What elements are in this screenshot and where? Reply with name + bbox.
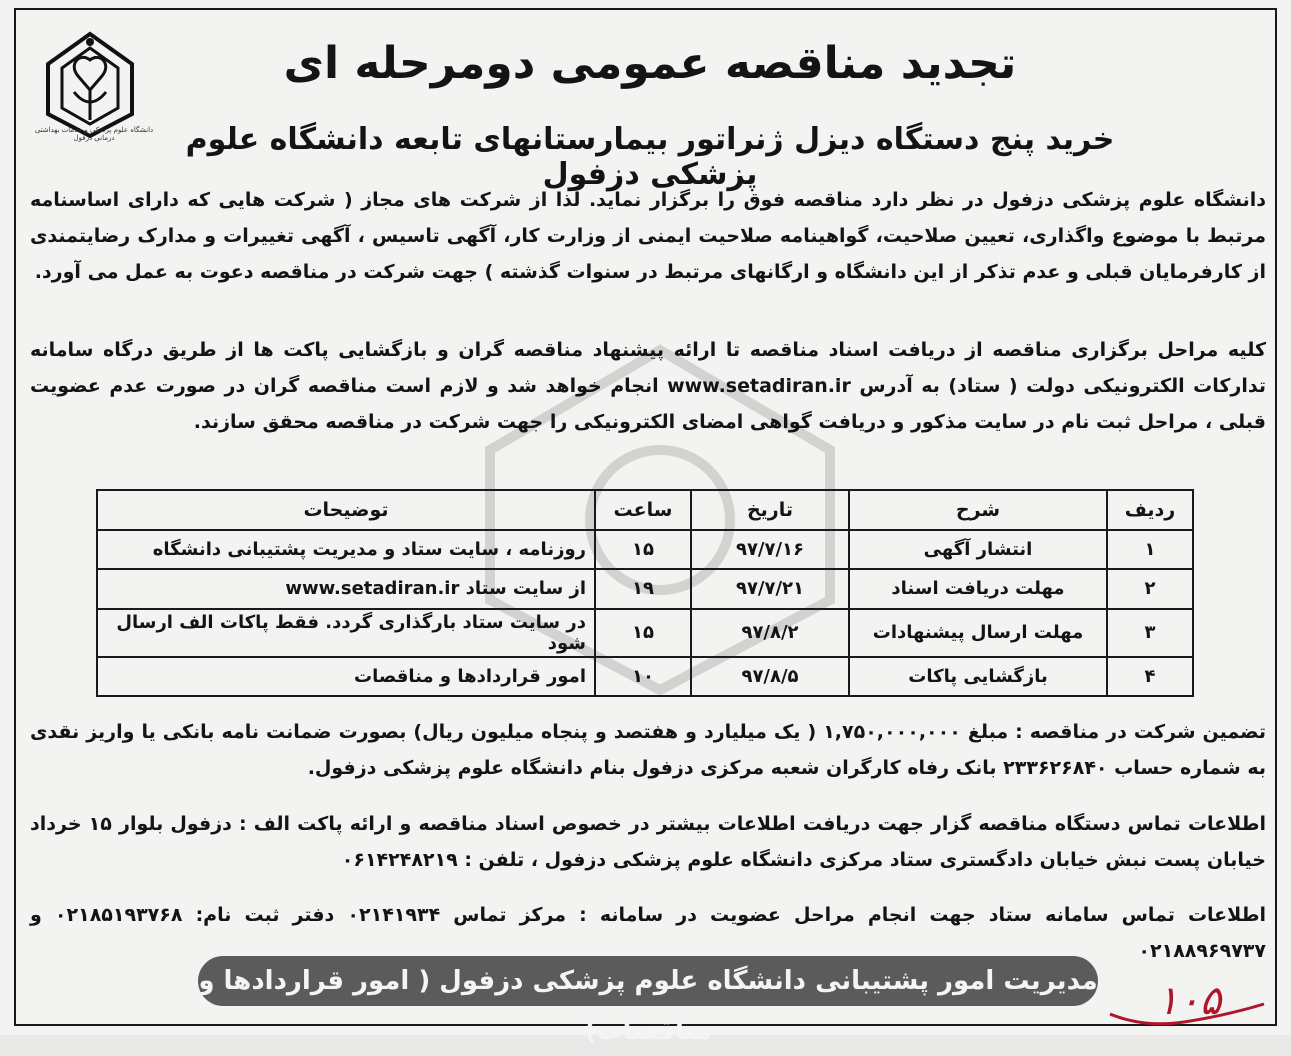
table-header-row <box>97 490 1193 530</box>
cell-row-number: ۱ <box>1107 530 1193 569</box>
cell-description: بازگشایی پاکات <box>849 657 1107 696</box>
cell-notes: در سایت ستاد بارگذاری گردد. فقط پاکات الف ارسال شود <box>97 609 595 657</box>
cell-notes: امور قراردادها و مناقصات <box>97 657 595 696</box>
cell-row-number: ۳ <box>1107 609 1193 657</box>
table-row <box>97 657 1193 696</box>
col-header-row-number: ردیف <box>1107 490 1193 530</box>
cell-time: ۱۵ <box>595 530 691 569</box>
cell-row-number: ۴ <box>1107 657 1193 696</box>
cell-notes: از سایت ستاد www.setadiran.ir <box>97 569 595 608</box>
footer-banner: مدیریت امور پشتیبانی دانشگاه علوم پزشکی دزفول ( امور قراردادها و مناقصات) <box>198 956 1098 1006</box>
col-header-notes: توضیحات <box>97 490 595 530</box>
cell-time: ۱۹ <box>595 569 691 608</box>
university-emblem-icon <box>40 30 140 140</box>
cell-date: ۹۷/۷/۱۶ <box>691 530 849 569</box>
cell-time: ۱۰ <box>595 657 691 696</box>
table-row <box>97 569 1193 608</box>
cell-description: مهلت ارسال پیشنهادات <box>849 609 1107 657</box>
page-title: تجدید مناقصه عمومی دومرحله ای <box>283 38 1017 89</box>
setad-contact-paragraph: اطلاعات تماس سامانه ستاد جهت انجام مراحل عضویت در سامانه : مرکز تماس ۰۲۱۴۱۹۳۴ دفتر ثبت نام: ۰۲۱۸۵۱۹۳۷۶۸ و ۰۲۱۸۸۹۶۹۷۳۷ <box>30 904 1266 962</box>
col-header-time: ساعت <box>595 490 691 530</box>
col-header-description: شرح <box>849 490 1107 530</box>
cell-time: ۱۵ <box>595 609 691 657</box>
col-header-date: تاریخ <box>691 490 849 530</box>
cell-date: ۹۷/۸/۲ <box>691 609 849 657</box>
handwritten-note-text: ۱۰۵ <box>1156 978 1222 1024</box>
cell-notes: روزنامه ، سایت ستاد و مدیریت پشتیبانی دانشگاه <box>97 530 595 569</box>
cell-date: ۹۷/۸/۵ <box>691 657 849 696</box>
intro-paragraph: دانشگاه علوم پزشکی دزفول در نظر دارد مناقصه فوق را برگزار نماید. لذا از شرکت های مجاز ( شرکت هایی که دارای اساسنامه مرتبط با موضوع واگذاری، تعیین صلاحیت، گواهینامه صلاحیت ایمنی از وزارت کار، آگهی تاسیس ، آگهی تغییرات و مدارک رضایتمندی از کارفرمایان قبلی و عدم تذکر از این دانشگاه و ارگانهای مرتبط در سنوات گذشته ) جهت شرکت در مناقصه دعوت به عمل می آورد. <box>30 189 1266 283</box>
cell-row-number: ۲ <box>1107 569 1193 608</box>
cell-date: ۹۷/۷/۲۱ <box>691 569 849 608</box>
contact-paragraph: اطلاعات تماس دستگاه مناقصه گزار جهت دریافت اطلاعات بیشتر در خصوص اسناد مناقصه و ارائه پاکت الف : دزفول بلوار ۱۵ خرداد خیابان پست نبش خیابان دادگستری ستاد مرکزی دانشگاه علوم پزشکی دزفول ، تلفن : ۰۶۱۴۲۴۸۲۱۹ <box>30 813 1266 871</box>
table-row <box>97 609 1193 657</box>
logo-caption: دانشگاه علوم پزشکی و خدمات بهداشتی درمانی دزفول <box>34 126 154 142</box>
table-row <box>97 530 1193 569</box>
page-subtitle: خرید پنج دستگاه دیزل ژنراتور بیمارستانهای تابعه دانشگاه علوم پزشکی دزفول <box>185 122 1115 192</box>
cell-description: مهلت دریافت اسناد <box>849 569 1107 608</box>
cell-description: انتشار آگهی <box>849 530 1107 569</box>
handwritten-note <box>1104 974 1274 1028</box>
procedure-paragraph: کلیه مراحل برگزاری مناقصه از دریافت اسناد مناقصه تا ارائه پیشنهاد مناقصه گران و بازگشایی پاکت ها از طریق درگاه سامانه تدارکات الکترونیکی دولت ( ستاد) به آدرس www.setadiran.ir انجام خواهد شد و لازم است مناقصه گران در صورت عدم عضویت قبلی ، مراحل ثبت نام در سایت مذکور و دریافت گواهی امضای الکترونیکی را جهت شرکت در مناقصه محقق سازند. <box>30 339 1266 433</box>
schedule-table <box>96 489 1194 697</box>
guarantee-paragraph: تضمین شرکت در مناقصه : مبلغ ۱,۷۵۰,۰۰۰,۰۰۰ ( یک میلیارد و هفتصد و پنجاه میلیون ریال) بصورت ضمانت نامه بانکی یا واریز نقدی به شماره حساب ۲۳۳۶۲۶۸۴۰ بانک رفاه کارگران شعبه مرکزی دزفول بنام دانشگاه علوم پزشکی دزفول. <box>30 721 1267 779</box>
